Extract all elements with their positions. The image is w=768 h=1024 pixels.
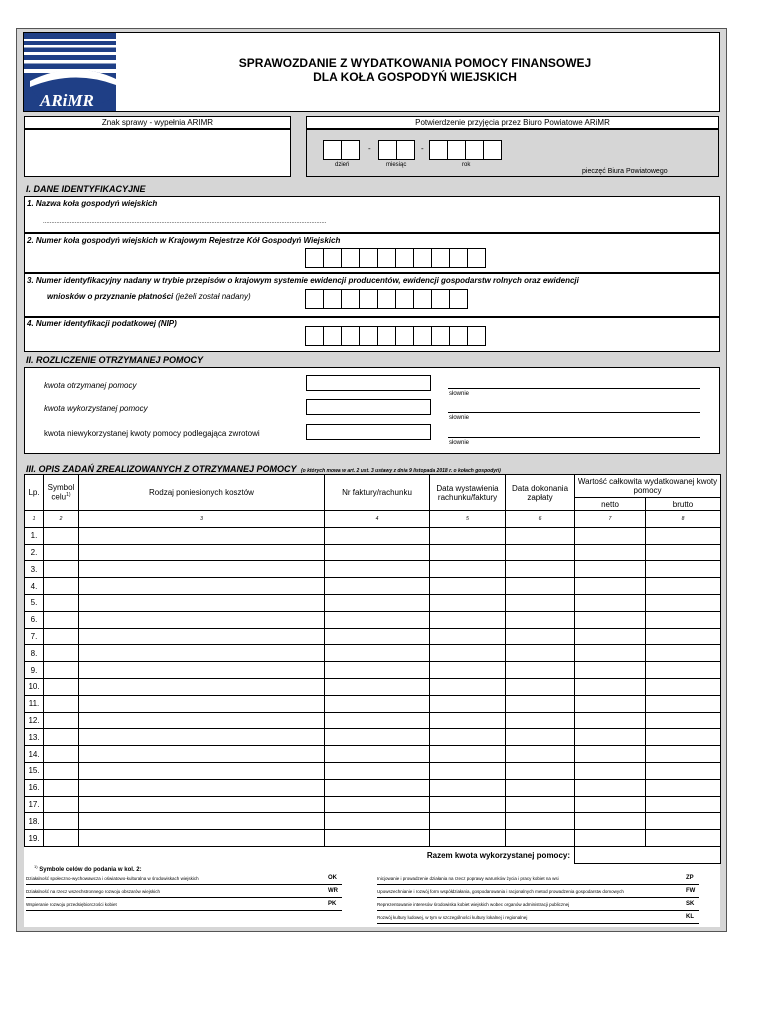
col-symbol-header: Symbol celu$^{1)}$ bbox=[44, 475, 79, 511]
table-row bbox=[25, 813, 721, 830]
table-cell[interactable] bbox=[44, 678, 79, 695]
producer-id-section: 3. Numer identyfikacyjny nadany w trybie przepisów o krajowym systemie ewidencji producentów, ewidencji gospodarstw rolnych oraz ewidencji wniosków o przyznanie płatności (jeżeli został nadany) bbox=[24, 273, 720, 317]
table-cell[interactable] bbox=[646, 779, 721, 796]
table-cell[interactable] bbox=[430, 611, 506, 628]
symbol-divider bbox=[377, 910, 699, 911]
table-cell[interactable] bbox=[430, 762, 506, 779]
used-amount-words-line[interactable] bbox=[448, 412, 700, 413]
table-cell[interactable] bbox=[646, 611, 721, 628]
received-amount-label: kwota otrzymanej pomocy bbox=[44, 381, 137, 390]
col-netto-header: netto bbox=[575, 498, 646, 511]
table-cell[interactable] bbox=[44, 645, 79, 662]
row-number: 14. bbox=[25, 746, 44, 763]
section-2-title: II. ROZLICZENIE OTRZYMANEJ POMOCY bbox=[26, 355, 204, 365]
table-cell[interactable] bbox=[575, 578, 646, 595]
symbol-code: OK bbox=[328, 875, 337, 881]
symbol-description: Rozwój kultury ludowej, w tym w szczególności kultury lokalnej i regionalnej bbox=[377, 915, 528, 920]
table-cell[interactable] bbox=[506, 561, 575, 578]
table-cell[interactable] bbox=[430, 561, 506, 578]
table-cell[interactable] bbox=[430, 628, 506, 645]
column-number: 8 bbox=[646, 511, 721, 528]
table-cell[interactable] bbox=[44, 762, 79, 779]
table-cell[interactable] bbox=[44, 695, 79, 712]
month-label: miesiąc bbox=[386, 162, 407, 168]
case-number-field[interactable] bbox=[24, 129, 291, 177]
table-cell[interactable] bbox=[646, 578, 721, 595]
section-3-title: III. OPIS ZADAŃ ZREALIZOWANYCH Z OTRZYMANEJ POMOCY (o których mowa w art. 2 ust. 3 ustawy z dnia 9 listopada 2018 r. o kołach gospodyń) bbox=[26, 464, 501, 474]
column-number: 3 bbox=[79, 511, 325, 528]
symbol-description: Upowszechnianie i rozwój form współdziałania, gospodarowania i racjonalnych metod prowadzenia gospodarstw domowych bbox=[377, 889, 624, 894]
arimr-logo bbox=[24, 33, 116, 111]
table-cell[interactable] bbox=[646, 796, 721, 813]
table-cell[interactable] bbox=[79, 813, 325, 830]
table-cell[interactable] bbox=[506, 796, 575, 813]
table-cell[interactable] bbox=[506, 544, 575, 561]
symbol-code: PK bbox=[328, 901, 337, 907]
table-row bbox=[25, 695, 721, 712]
row-number: 19. bbox=[25, 830, 44, 847]
table-cell[interactable] bbox=[646, 712, 721, 729]
row-number: 11. bbox=[25, 695, 44, 712]
table-cell[interactable] bbox=[79, 695, 325, 712]
table-row bbox=[25, 645, 721, 662]
table-cell[interactable] bbox=[575, 813, 646, 830]
svg-text:ARiMR: ARiMR bbox=[40, 91, 94, 110]
table-cell[interactable] bbox=[506, 712, 575, 729]
table-cell[interactable] bbox=[325, 830, 430, 847]
table-cell[interactable] bbox=[506, 662, 575, 679]
symbol-description: Reprezentowanie interesów środowiska kobiet wiejskich wobec organów administracji publicznej bbox=[377, 902, 570, 907]
row-number: 3. bbox=[25, 561, 44, 578]
table-row bbox=[25, 746, 721, 763]
table-cell[interactable] bbox=[325, 645, 430, 662]
table-row bbox=[25, 830, 721, 847]
table-cell[interactable] bbox=[325, 611, 430, 628]
table-cell[interactable] bbox=[575, 561, 646, 578]
table-cell[interactable] bbox=[79, 729, 325, 746]
table-cell[interactable] bbox=[430, 544, 506, 561]
symbols-title: $^{1)}$ Symbole celów do podania w kol. 2: bbox=[34, 864, 142, 873]
table-cell[interactable] bbox=[575, 779, 646, 796]
table-cell[interactable] bbox=[79, 628, 325, 645]
table-cell[interactable] bbox=[575, 628, 646, 645]
table-cell[interactable] bbox=[44, 796, 79, 813]
table-cell[interactable] bbox=[646, 695, 721, 712]
table-cell[interactable] bbox=[325, 695, 430, 712]
table-cell[interactable] bbox=[575, 645, 646, 662]
table-cell[interactable] bbox=[325, 544, 430, 561]
row-number: 12. bbox=[25, 712, 44, 729]
table-cell[interactable] bbox=[646, 830, 721, 847]
table-row bbox=[25, 578, 721, 595]
section-1-title: I. DANE IDENTYFIKACYJNE bbox=[26, 184, 146, 194]
table-cell[interactable] bbox=[44, 813, 79, 830]
table-row bbox=[25, 729, 721, 746]
col-invoice-number-header: Nr faktury/rachunku bbox=[325, 475, 430, 511]
table-cell[interactable] bbox=[506, 628, 575, 645]
table-cell[interactable] bbox=[575, 712, 646, 729]
table-cell[interactable] bbox=[430, 678, 506, 695]
table-cell[interactable] bbox=[506, 813, 575, 830]
form-title: SPRAWOZDANIE Z WYDATKOWANIA POMOCY FINANSOWEJ DLA KOŁA GOSPODYŃ WIEJSKICH bbox=[238, 56, 592, 84]
nip-number[interactable] bbox=[306, 326, 486, 346]
table-cell[interactable] bbox=[506, 578, 575, 595]
table-cell[interactable] bbox=[325, 628, 430, 645]
nip-section: 4. Numer identyfikacji podatkowej (NIP) bbox=[24, 317, 720, 352]
table-row bbox=[25, 561, 721, 578]
table-cell[interactable] bbox=[646, 729, 721, 746]
table-cell[interactable] bbox=[325, 578, 430, 595]
symbol-code: FW bbox=[686, 888, 696, 894]
table-cell[interactable] bbox=[430, 729, 506, 746]
table-cell[interactable] bbox=[575, 544, 646, 561]
table-row bbox=[25, 611, 721, 628]
total-label: Razem kwota wykorzystanej pomocy: bbox=[25, 846, 575, 863]
table-cell[interactable] bbox=[79, 578, 325, 595]
table-cell[interactable] bbox=[575, 762, 646, 779]
table-cell[interactable] bbox=[646, 594, 721, 611]
unused-amount-input[interactable] bbox=[306, 424, 431, 440]
symbol-code: KL bbox=[686, 914, 694, 920]
table-cell[interactable] bbox=[430, 830, 506, 847]
table-cell[interactable] bbox=[44, 779, 79, 796]
table-cell[interactable] bbox=[44, 594, 79, 611]
column-number: 2 bbox=[44, 511, 79, 528]
confirmation-header: Potwierdzenie przyjęcia przez Biuro Powiatowe ARiMR bbox=[306, 116, 719, 129]
table-cell[interactable] bbox=[506, 611, 575, 628]
table-row bbox=[25, 527, 721, 544]
table-cell[interactable] bbox=[575, 678, 646, 695]
table-cell[interactable] bbox=[430, 779, 506, 796]
table-cell[interactable] bbox=[575, 527, 646, 544]
table-cell[interactable] bbox=[575, 729, 646, 746]
table-cell[interactable] bbox=[646, 678, 721, 695]
col-cost-type-header: Rodzaj poniesionych kosztów bbox=[79, 475, 325, 511]
row-number: 18. bbox=[25, 813, 44, 830]
table-row bbox=[25, 544, 721, 561]
table-cell[interactable] bbox=[506, 830, 575, 847]
symbol-divider bbox=[377, 897, 699, 898]
table-cell[interactable] bbox=[325, 712, 430, 729]
table-cell[interactable] bbox=[325, 779, 430, 796]
table-cell[interactable] bbox=[79, 527, 325, 544]
table-cell[interactable] bbox=[430, 712, 506, 729]
table-cell[interactable] bbox=[506, 527, 575, 544]
table-cell[interactable] bbox=[430, 796, 506, 813]
table-cell[interactable] bbox=[325, 527, 430, 544]
row-number: 2. bbox=[25, 544, 44, 561]
table-row bbox=[25, 779, 721, 796]
table-cell[interactable] bbox=[79, 830, 325, 847]
column-number: 1 bbox=[25, 511, 44, 528]
table-cell[interactable] bbox=[575, 594, 646, 611]
table-row bbox=[25, 762, 721, 779]
table-cell[interactable] bbox=[325, 561, 430, 578]
row-number: 13. bbox=[25, 729, 44, 746]
row-number: 7. bbox=[25, 628, 44, 645]
table-cell[interactable] bbox=[79, 645, 325, 662]
column-number-row bbox=[25, 511, 721, 528]
day-field[interactable] bbox=[324, 140, 360, 160]
table-cell[interactable] bbox=[506, 779, 575, 796]
table-cell[interactable] bbox=[646, 561, 721, 578]
table-cell[interactable] bbox=[325, 594, 430, 611]
table-cell[interactable] bbox=[575, 796, 646, 813]
symbol-code: SK bbox=[686, 901, 695, 907]
symbol-divider bbox=[26, 897, 342, 898]
date-separator: - bbox=[421, 144, 424, 153]
row-number: 1. bbox=[25, 527, 44, 544]
table-cell[interactable] bbox=[325, 678, 430, 695]
table-cell[interactable] bbox=[44, 712, 79, 729]
table-cell[interactable] bbox=[646, 544, 721, 561]
table-cell[interactable] bbox=[44, 830, 79, 847]
table-cell[interactable] bbox=[506, 695, 575, 712]
total-value-field[interactable] bbox=[575, 846, 721, 863]
table-cell[interactable] bbox=[646, 645, 721, 662]
table-cell[interactable] bbox=[79, 662, 325, 679]
table-cell[interactable] bbox=[325, 762, 430, 779]
symbol-code: WR bbox=[328, 888, 338, 894]
month-field[interactable] bbox=[379, 140, 415, 160]
table-cell[interactable] bbox=[44, 746, 79, 763]
used-amount-input[interactable] bbox=[306, 399, 431, 415]
table-cell[interactable] bbox=[646, 527, 721, 544]
table-cell[interactable] bbox=[79, 594, 325, 611]
table-cell[interactable] bbox=[646, 813, 721, 830]
col-payment-date-header: Data dokonania zapłaty bbox=[506, 475, 575, 511]
table-row bbox=[25, 662, 721, 679]
table-cell[interactable] bbox=[44, 662, 79, 679]
column-number: 4 bbox=[325, 511, 430, 528]
column-number: 5 bbox=[430, 511, 506, 528]
kgw-register-number[interactable] bbox=[306, 248, 486, 268]
table-cell[interactable] bbox=[325, 796, 430, 813]
unused-amount-label: kwota niewykorzystanej kwoty pomocy podlegająca zwrotowi bbox=[44, 429, 260, 438]
table-cell[interactable] bbox=[325, 662, 430, 679]
year-field[interactable] bbox=[430, 140, 502, 160]
table-header-row bbox=[25, 475, 721, 498]
table-cell[interactable] bbox=[506, 645, 575, 662]
words-label: słownie bbox=[449, 415, 470, 421]
table-cell[interactable] bbox=[430, 746, 506, 763]
table-cell[interactable] bbox=[646, 762, 721, 779]
row-number: 15. bbox=[25, 762, 44, 779]
day-label: dzień bbox=[335, 162, 350, 168]
expenses-table bbox=[24, 474, 721, 864]
table-cell[interactable] bbox=[646, 628, 721, 645]
row-number: 10. bbox=[25, 678, 44, 695]
kgw-register-section: 2. Numer koła gospodyń wiejskich w Krajowym Rejestrze Kół Gospodyń Wiejskich bbox=[24, 233, 720, 273]
total-row bbox=[25, 846, 721, 863]
col-brutto-header: brutto bbox=[646, 498, 721, 511]
words-label: słownie bbox=[449, 391, 470, 397]
symbols-legend bbox=[24, 864, 720, 927]
table-cell[interactable] bbox=[430, 527, 506, 544]
symbol-description: Działalność społeczno-wychowawcza i oświatowo-kulturalna w środowiskach wiejskich bbox=[26, 876, 199, 881]
table-cell[interactable] bbox=[79, 561, 325, 578]
symbol-divider bbox=[26, 910, 342, 911]
received-amount-input[interactable] bbox=[306, 375, 431, 391]
year-label: rok bbox=[462, 162, 471, 168]
table-cell[interactable] bbox=[79, 712, 325, 729]
symbol-code: ZP bbox=[686, 875, 694, 881]
table-cell[interactable] bbox=[44, 527, 79, 544]
table-cell[interactable] bbox=[79, 611, 325, 628]
stamp-label: pieczęć Biura Powiatowego bbox=[582, 168, 668, 175]
row-number: 4. bbox=[25, 578, 44, 595]
row-number: 9. bbox=[25, 662, 44, 679]
row-number: 6. bbox=[25, 611, 44, 628]
column-number: 7 bbox=[575, 511, 646, 528]
col-issue-date-header: Data wystawienia rachunku/faktury bbox=[430, 475, 506, 511]
table-cell[interactable] bbox=[575, 611, 646, 628]
table-row bbox=[25, 712, 721, 729]
table-cell[interactable] bbox=[44, 729, 79, 746]
table-cell[interactable] bbox=[44, 561, 79, 578]
table-cell[interactable] bbox=[325, 746, 430, 763]
table-cell[interactable] bbox=[44, 611, 79, 628]
table-cell[interactable] bbox=[79, 779, 325, 796]
producer-id-number[interactable] bbox=[306, 289, 468, 309]
table-row bbox=[25, 678, 721, 695]
table-cell[interactable] bbox=[79, 544, 325, 561]
table-cell[interactable] bbox=[646, 746, 721, 763]
row-number: 8. bbox=[25, 645, 44, 662]
table-cell[interactable] bbox=[575, 746, 646, 763]
table-cell[interactable] bbox=[44, 544, 79, 561]
table-cell[interactable] bbox=[79, 746, 325, 763]
col-lp-header: Lp. bbox=[25, 475, 44, 511]
table-cell[interactable] bbox=[575, 830, 646, 847]
table-cell[interactable] bbox=[506, 678, 575, 695]
table-cell[interactable] bbox=[430, 578, 506, 595]
table-cell[interactable] bbox=[44, 628, 79, 645]
table-cell[interactable] bbox=[506, 729, 575, 746]
symbol-description: Inicjowanie i prowadzenie działania na rzecz poprawy warunków życia i pracy kobiet na wsi bbox=[377, 876, 559, 881]
table-row bbox=[25, 628, 721, 645]
table-row bbox=[25, 796, 721, 813]
received-amount-words-line[interactable] bbox=[448, 388, 700, 389]
table-cell[interactable] bbox=[430, 662, 506, 679]
table-cell[interactable] bbox=[430, 813, 506, 830]
date-separator: - bbox=[368, 144, 371, 153]
table-cell[interactable] bbox=[430, 645, 506, 662]
row-number: 16. bbox=[25, 779, 44, 796]
unused-amount-words-line[interactable] bbox=[448, 437, 700, 438]
words-label: słownie bbox=[449, 440, 470, 446]
table-cell[interactable] bbox=[79, 762, 325, 779]
used-amount-label: kwota wykorzystanej pomocy bbox=[44, 404, 148, 413]
table-cell[interactable] bbox=[79, 678, 325, 695]
symbol-divider bbox=[26, 884, 342, 885]
symbol-description: Działalność na rzecz wszechstronnego rozwoju obszarów wiejskich bbox=[26, 889, 161, 894]
case-number-header: Znak sprawy - wypełnia ARIMR bbox=[24, 116, 291, 129]
row-number: 17. bbox=[25, 796, 44, 813]
column-number: 6 bbox=[506, 511, 575, 528]
table-row bbox=[25, 594, 721, 611]
row-number: 5. bbox=[25, 594, 44, 611]
col-value-header: Wartość całkowita wydatkowanej kwoty pomocy bbox=[575, 475, 721, 498]
table-cell[interactable] bbox=[506, 746, 575, 763]
table-cell[interactable] bbox=[506, 594, 575, 611]
table-cell[interactable] bbox=[325, 813, 430, 830]
symbol-description: Wspieranie rozwoju przedsiębiorczości kobiet bbox=[26, 902, 117, 907]
table-cell[interactable] bbox=[430, 594, 506, 611]
table-cell[interactable] bbox=[646, 662, 721, 679]
symbol-divider bbox=[377, 884, 699, 885]
table-cell[interactable] bbox=[506, 762, 575, 779]
table-cell[interactable] bbox=[430, 695, 506, 712]
table-cell[interactable] bbox=[325, 729, 430, 746]
table-cell[interactable] bbox=[79, 796, 325, 813]
table-cell[interactable] bbox=[575, 695, 646, 712]
table-cell[interactable] bbox=[44, 578, 79, 595]
kgw-name-field[interactable]: 1. Nazwa koła gospodyń wiejskich .......................................................................................................................................................................... bbox=[24, 196, 720, 233]
table-cell[interactable] bbox=[575, 662, 646, 679]
symbol-divider bbox=[377, 923, 699, 924]
